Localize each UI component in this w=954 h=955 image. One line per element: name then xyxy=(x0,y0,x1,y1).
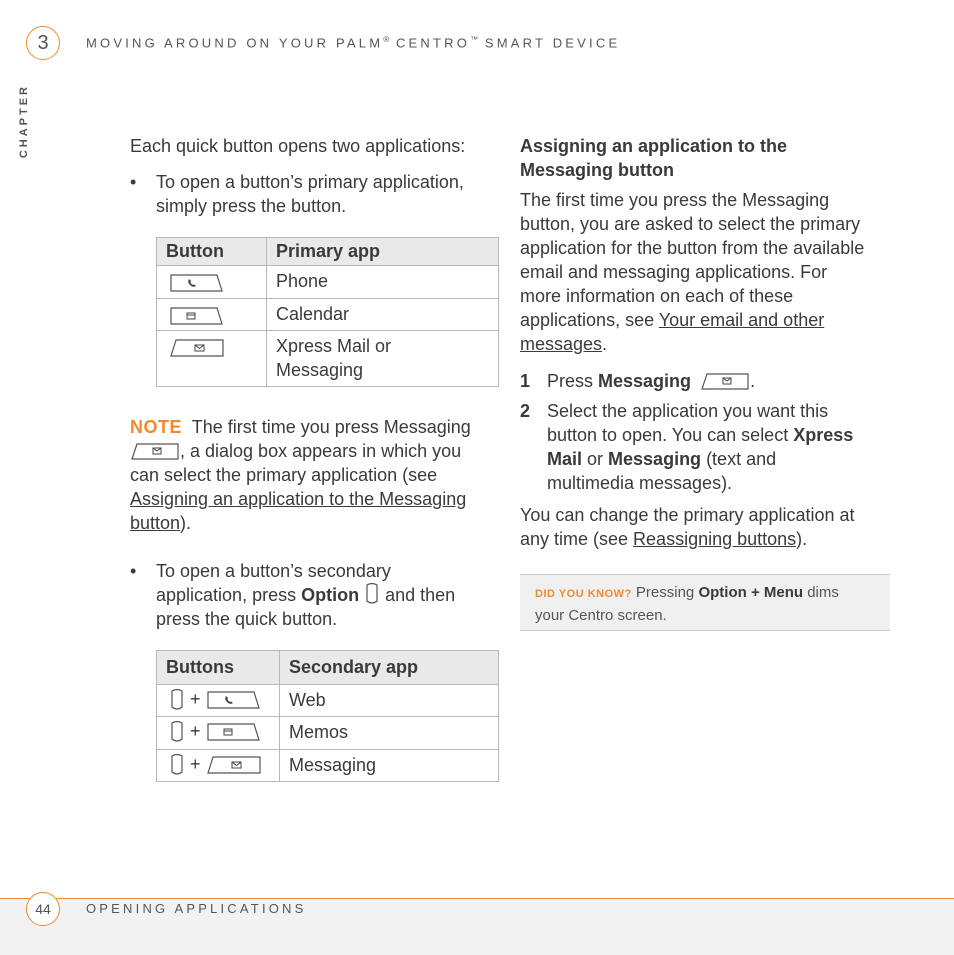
footer-section-title: OPENING APPLICATIONS xyxy=(86,901,307,916)
table-cell-button xyxy=(157,299,267,331)
option-key-icon xyxy=(169,753,185,777)
registered-mark: ® xyxy=(383,35,390,44)
change-line1: You can change the primary application at xyxy=(520,505,855,525)
step-1-number: 1 xyxy=(520,371,531,391)
bullet-2-text xyxy=(156,559,500,631)
table-header-buttons: Buttons xyxy=(157,651,280,685)
bullet-2-line2 xyxy=(156,583,500,607)
plus-sign: + xyxy=(190,689,201,709)
page-number: 44 xyxy=(35,901,51,917)
note-text2: , a dialog box appears in which you xyxy=(180,441,462,461)
bullet-2-line2a: application, press xyxy=(156,585,302,605)
calendar-key-icon xyxy=(169,305,225,327)
option-key-label: Option xyxy=(301,585,360,605)
table-row xyxy=(157,750,499,782)
paragraph-line: email and messaging applications. For xyxy=(520,262,828,282)
step-2-line2 xyxy=(547,423,892,447)
bullet-2-line2b: and then xyxy=(380,585,456,605)
table-cell-buttons xyxy=(157,717,280,750)
did-you-know-bold: Option + Menu xyxy=(698,584,804,601)
option-key-icon xyxy=(169,688,185,712)
step-1-press: Press xyxy=(547,371,599,391)
secondary-app-table xyxy=(156,650,499,782)
step-1-end: . xyxy=(750,371,756,391)
step-2-messaging: Messaging xyxy=(608,449,702,469)
calendar-key-icon xyxy=(206,721,262,743)
mail-key-icon xyxy=(130,441,180,461)
table-cell-buttons xyxy=(157,750,280,782)
bullet-2-dot: • xyxy=(130,561,137,581)
paragraph-end: . xyxy=(602,334,608,354)
did-you-know-text1: Pressing xyxy=(631,584,699,601)
note-line1 xyxy=(130,415,500,439)
step-2-or: or xyxy=(582,449,609,469)
table-cell-app-line1: Xpress Mail or xyxy=(276,336,392,356)
table-header-row xyxy=(157,238,499,266)
table-cell-app: Web xyxy=(280,685,499,717)
page-number-badge xyxy=(26,892,60,926)
paragraph-line6a: applications, see xyxy=(520,310,659,330)
table-cell-app: Phone xyxy=(267,266,499,299)
chapter-number-badge xyxy=(26,26,60,60)
phone-key-icon xyxy=(206,689,262,711)
did-you-know-line2: your Centro screen. xyxy=(535,607,667,624)
chapter-vertical-label: CHAPTER xyxy=(18,84,30,159)
change-line2a: any time (see xyxy=(520,529,634,549)
table-cell-app: Messaging xyxy=(280,750,499,782)
step-2-line1: Select the application you want this xyxy=(547,401,829,421)
table-row xyxy=(157,685,499,717)
note-text1: The first time you press Messaging xyxy=(191,417,471,437)
table-header-secondary-app: Secondary app xyxy=(280,651,499,685)
paragraph-line: application for the button from the available xyxy=(520,238,865,258)
section-heading-line1: Assigning an application to the xyxy=(520,136,788,156)
note-link-assigning[interactable]: Assigning an application to the Messaging xyxy=(130,489,467,509)
link-messages[interactable]: messages xyxy=(520,334,603,354)
option-key-icon xyxy=(364,582,380,606)
phone-key-icon xyxy=(169,272,225,294)
chapter-title xyxy=(86,35,620,50)
did-you-know-label: DID YOU KNOW? xyxy=(535,588,632,600)
table-header-primary-app: Primary app xyxy=(267,238,499,266)
did-you-know-line1 xyxy=(535,582,875,605)
table-cell-app: Memos xyxy=(280,717,499,750)
table-row xyxy=(157,331,499,387)
table-header-button: Button xyxy=(157,238,267,266)
paragraph-line xyxy=(520,308,900,332)
table-cell-app-line2: Messaging xyxy=(276,360,364,380)
step-2-text xyxy=(547,399,892,495)
plus-sign: + xyxy=(190,721,201,741)
note-link-button[interactable]: button xyxy=(130,513,181,533)
trademark-mark: ™ xyxy=(470,35,479,44)
note-text3: can select the primary application (see xyxy=(130,465,438,485)
step-1-text xyxy=(547,369,755,393)
chapter-title-part2: CENTRO xyxy=(389,35,471,51)
step-2-line3b: (text and xyxy=(701,449,777,469)
did-you-know-box xyxy=(520,574,890,631)
bullet-1-line1: To open a button’s primary application, xyxy=(156,172,464,192)
table-row xyxy=(157,717,499,750)
table-cell-app: Calendar xyxy=(267,299,499,331)
primary-app-table xyxy=(156,237,499,387)
change-end: ). xyxy=(796,529,808,549)
note-line5 xyxy=(130,511,500,535)
paragraph-line: more information on each of these xyxy=(520,286,794,306)
step-2-xpress: Xpress xyxy=(793,425,854,445)
step-2-number: 2 xyxy=(520,401,531,421)
table-header-row xyxy=(157,651,499,685)
bullet-1-dot: • xyxy=(130,172,137,192)
plus-sign: + xyxy=(190,754,201,774)
step-2-line2a: button to open. You can select xyxy=(547,425,794,445)
table-cell-app xyxy=(267,331,499,387)
chapter-title-part3: SMART DEVICE xyxy=(478,35,621,51)
step-2-mail: Mail xyxy=(547,449,583,469)
bullet-1-text xyxy=(156,170,464,218)
bullet-2-line1: To open a button’s secondary xyxy=(156,561,391,581)
step-2-line4: multimedia messages). xyxy=(547,473,733,493)
paragraph-line: button, you are asked to select the primary xyxy=(520,214,861,234)
intro-paragraph xyxy=(520,188,900,356)
step-2-line3 xyxy=(547,447,892,471)
step-1-messaging: Messaging xyxy=(598,371,692,391)
link-reassigning-buttons[interactable]: Reassigning buttons xyxy=(633,529,797,549)
mail-key-icon xyxy=(700,371,750,391)
option-key-icon xyxy=(169,720,185,744)
bullet-2-line3: press the quick button. xyxy=(156,609,338,629)
change-line2 xyxy=(520,527,900,551)
link-your-email[interactable]: Your email and other xyxy=(658,310,825,330)
note-line2 xyxy=(130,439,500,463)
table-cell-buttons xyxy=(157,685,280,717)
table-row xyxy=(157,266,499,299)
paragraph-line xyxy=(520,332,900,356)
intro-text: Each quick button opens two applications: xyxy=(130,136,466,156)
did-you-know-text2: dims xyxy=(803,584,839,601)
note-end: ). xyxy=(180,513,192,533)
note-block xyxy=(130,415,500,535)
note-label: NOTE xyxy=(130,417,183,437)
section-heading-line2: Messaging button xyxy=(520,160,674,180)
change-paragraph xyxy=(520,503,900,551)
mail-key-icon xyxy=(169,337,225,359)
section-heading xyxy=(520,134,787,182)
note-line4 xyxy=(130,487,500,511)
table-row xyxy=(157,299,499,331)
mail-key-icon xyxy=(206,754,262,776)
chapter-number: 3 xyxy=(37,31,49,54)
table-cell-button xyxy=(157,331,267,387)
chapter-title-part1: MOVING AROUND ON YOUR PALM xyxy=(86,35,384,51)
bullet-1-line2: simply press the button. xyxy=(156,196,347,216)
table-cell-button xyxy=(157,266,267,299)
paragraph-line: The first time you press the Messaging xyxy=(520,190,830,210)
